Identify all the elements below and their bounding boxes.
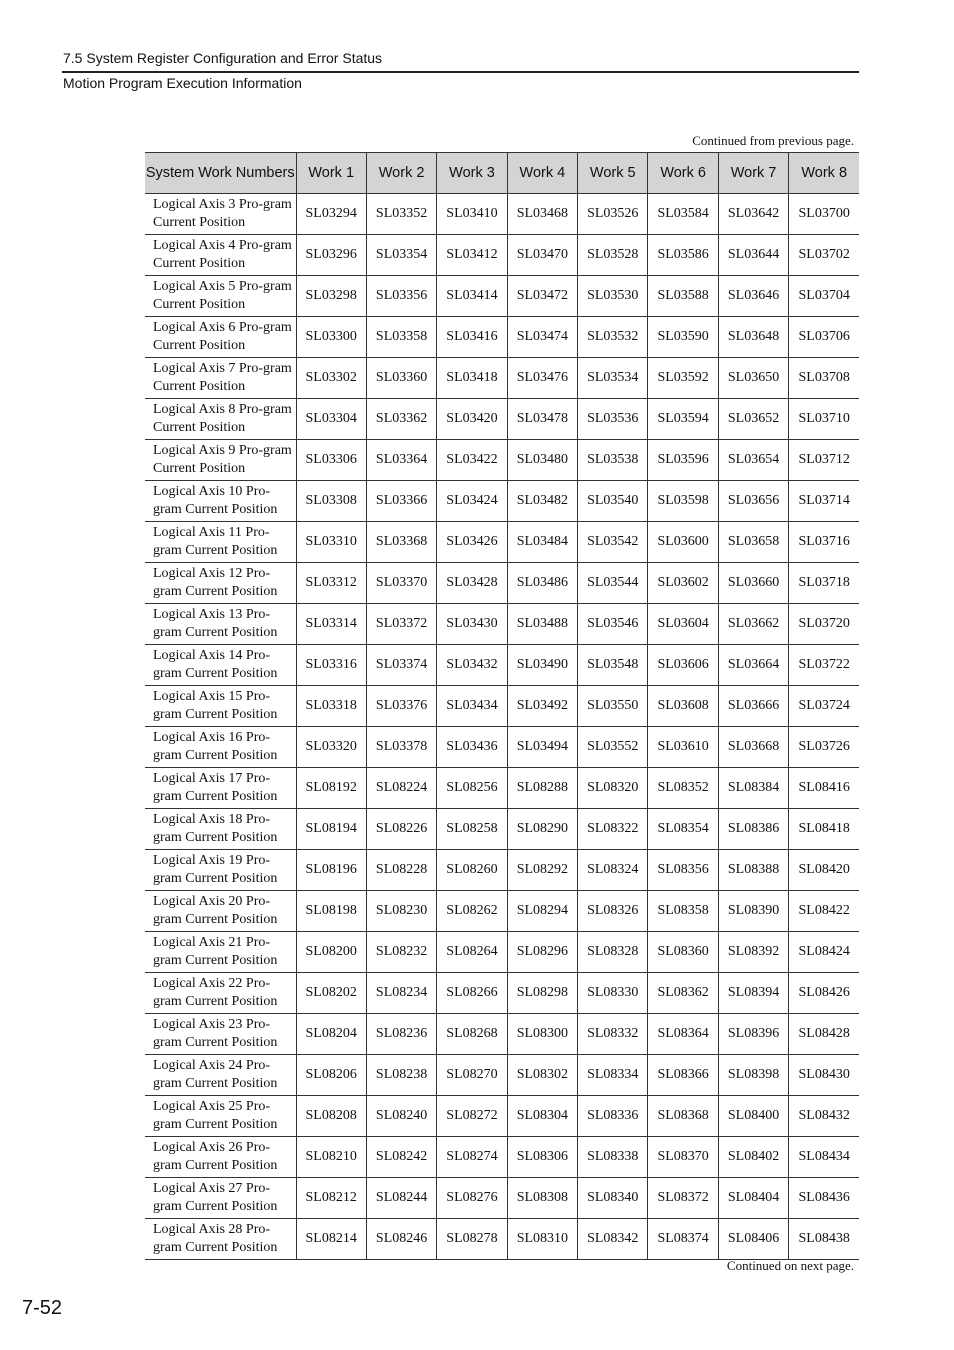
register-cell: SL08214 [296, 1219, 366, 1260]
register-cell: SL03708 [789, 358, 859, 399]
register-cell: SL03370 [366, 563, 436, 604]
register-cell: SL03412 [437, 235, 507, 276]
row-label: Logical Axis 19 Pro-gram Current Position [145, 850, 296, 891]
register-cell: SL03308 [296, 481, 366, 522]
register-cell: SL03360 [366, 358, 436, 399]
register-cell: SL03602 [648, 563, 718, 604]
register-cell: SL08274 [437, 1137, 507, 1178]
register-cell: SL08262 [437, 891, 507, 932]
register-cell: SL03586 [648, 235, 718, 276]
register-cell: SL08396 [718, 1014, 788, 1055]
register-cell: SL03604 [648, 604, 718, 645]
register-cell: SL03296 [296, 235, 366, 276]
table-row [145, 194, 859, 235]
register-cell: SL08402 [718, 1137, 788, 1178]
register-cell: SL03478 [507, 399, 577, 440]
register-cell: SL08246 [366, 1219, 436, 1260]
register-cell: SL08236 [366, 1014, 436, 1055]
register-cell: SL08268 [437, 1014, 507, 1055]
register-cell: SL03606 [648, 645, 718, 686]
register-cell: SL03480 [507, 440, 577, 481]
register-cell: SL08278 [437, 1219, 507, 1260]
register-cell: SL08240 [366, 1096, 436, 1137]
row-label: Logical Axis 20 Pro-gram Current Position [145, 891, 296, 932]
register-cell: SL08352 [648, 768, 718, 809]
register-cell: SL03298 [296, 276, 366, 317]
table-row [145, 1014, 859, 1055]
register-cell: SL03706 [789, 317, 859, 358]
register-cell: SL03598 [648, 481, 718, 522]
register-cell: SL08370 [648, 1137, 718, 1178]
row-label: Logical Axis 24 Pro-gram Current Position [145, 1055, 296, 1096]
table-row [145, 235, 859, 276]
register-cell: SL08296 [507, 932, 577, 973]
register-cell: SL08210 [296, 1137, 366, 1178]
register-cell: SL08322 [578, 809, 648, 850]
register-cell: SL03718 [789, 563, 859, 604]
register-cell: SL03660 [718, 563, 788, 604]
register-cell: SL03550 [578, 686, 648, 727]
register-cell: SL08438 [789, 1219, 859, 1260]
register-cell: SL03668 [718, 727, 788, 768]
register-cell: SL03486 [507, 563, 577, 604]
row-label: Logical Axis 16 Pro-gram Current Position [145, 727, 296, 768]
register-cell: SL03312 [296, 563, 366, 604]
row-label: Logical Axis 18 Pro-gram Current Position [145, 809, 296, 850]
table-header-row [145, 153, 859, 194]
register-cell: SL03422 [437, 440, 507, 481]
register-cell: SL03650 [718, 358, 788, 399]
register-cell: SL03662 [718, 604, 788, 645]
register-cell: SL08208 [296, 1096, 366, 1137]
table-row [145, 850, 859, 891]
register-cell: SL08326 [578, 891, 648, 932]
register-cell: SL03420 [437, 399, 507, 440]
register-cell: SL03546 [578, 604, 648, 645]
register-cell: SL08306 [507, 1137, 577, 1178]
register-cell: SL03644 [718, 235, 788, 276]
register-cell: SL08310 [507, 1219, 577, 1260]
register-cell: SL03534 [578, 358, 648, 399]
register-cell: SL08202 [296, 973, 366, 1014]
register-cell: SL08320 [578, 768, 648, 809]
register-cell: SL03720 [789, 604, 859, 645]
register-cell: SL08364 [648, 1014, 718, 1055]
register-cell: SL03542 [578, 522, 648, 563]
register-cell: SL08360 [648, 932, 718, 973]
register-cell: SL08334 [578, 1055, 648, 1096]
register-cell: SL08258 [437, 809, 507, 850]
row-label: Logical Axis 28 Pro-gram Current Position [145, 1219, 296, 1260]
register-cell: SL03304 [296, 399, 366, 440]
continued-next-note: Continued on next page. [726, 1258, 854, 1273]
row-label: Logical Axis 8 Pro-gram Current Position [145, 399, 296, 440]
table-row [145, 1178, 859, 1219]
table-body [145, 194, 859, 1260]
register-cell: SL03306 [296, 440, 366, 481]
register-cell: SL08390 [718, 891, 788, 932]
table-row [145, 276, 859, 317]
register-cell: SL03726 [789, 727, 859, 768]
register-cell: SL03588 [648, 276, 718, 317]
register-cell: SL08392 [718, 932, 788, 973]
register-cell: SL08404 [718, 1178, 788, 1219]
row-label: Logical Axis 17 Pro-gram Current Position [145, 768, 296, 809]
register-cell: SL08264 [437, 932, 507, 973]
register-cell: SL03378 [366, 727, 436, 768]
register-cell: SL03596 [648, 440, 718, 481]
register-cell: SL08324 [578, 850, 648, 891]
register-cell: SL08424 [789, 932, 859, 973]
register-cell: SL03552 [578, 727, 648, 768]
table-row [145, 768, 859, 809]
register-cell: SL08384 [718, 768, 788, 809]
register-cell: SL08244 [366, 1178, 436, 1219]
register-cell: SL03426 [437, 522, 507, 563]
continued-from-note: Continued from previous page. [692, 133, 854, 148]
register-cell: SL03472 [507, 276, 577, 317]
register-cell: SL08366 [648, 1055, 718, 1096]
register-cell: SL08336 [578, 1096, 648, 1137]
register-cell: SL03436 [437, 727, 507, 768]
register-cell: SL08418 [789, 809, 859, 850]
register-cell: SL03544 [578, 563, 648, 604]
register-cell: SL08386 [718, 809, 788, 850]
register-cell: SL08388 [718, 850, 788, 891]
table-row [145, 1219, 859, 1260]
register-cell: SL03594 [648, 399, 718, 440]
register-cell: SL03484 [507, 522, 577, 563]
register-cell: SL08430 [789, 1055, 859, 1096]
row-label: Logical Axis 26 Pro-gram Current Position [145, 1137, 296, 1178]
row-label: Logical Axis 15 Pro-gram Current Position [145, 686, 296, 727]
row-label: Logical Axis 21 Pro-gram Current Position [145, 932, 296, 973]
table-row [145, 1055, 859, 1096]
table-row [145, 358, 859, 399]
table-row [145, 440, 859, 481]
register-cell: SL03482 [507, 481, 577, 522]
register-cell: SL08260 [437, 850, 507, 891]
table-row [145, 399, 859, 440]
table-row [145, 891, 859, 932]
register-cell: SL03310 [296, 522, 366, 563]
register-cell: SL03320 [296, 727, 366, 768]
register-cell: SL03724 [789, 686, 859, 727]
register-cell: SL03352 [366, 194, 436, 235]
register-cell: SL03528 [578, 235, 648, 276]
register-cell: SL08416 [789, 768, 859, 809]
register-cell: SL08358 [648, 891, 718, 932]
register-cell: SL03722 [789, 645, 859, 686]
register-cell: SL03372 [366, 604, 436, 645]
column-header-work-2: Work 2 [366, 153, 436, 194]
register-cell: SL03700 [789, 194, 859, 235]
register-cell: SL08374 [648, 1219, 718, 1260]
register-cell: SL03314 [296, 604, 366, 645]
register-cell: SL03492 [507, 686, 577, 727]
register-cell: SL08432 [789, 1096, 859, 1137]
table-row [145, 563, 859, 604]
register-cell: SL08368 [648, 1096, 718, 1137]
register-cell: SL03432 [437, 645, 507, 686]
column-header-system-work-numbers: System Work Numbers [145, 153, 296, 194]
register-cell: SL08198 [296, 891, 366, 932]
register-cell: SL08400 [718, 1096, 788, 1137]
register-cell: SL03666 [718, 686, 788, 727]
table-row [145, 932, 859, 973]
table-row [145, 645, 859, 686]
register-cell: SL08372 [648, 1178, 718, 1219]
register-cell: SL08232 [366, 932, 436, 973]
register-cell: SL08354 [648, 809, 718, 850]
register-cell: SL08420 [789, 850, 859, 891]
register-cell: SL03488 [507, 604, 577, 645]
register-cell: SL03716 [789, 522, 859, 563]
register-cell: SL08298 [507, 973, 577, 1014]
register-cell: SL08294 [507, 891, 577, 932]
table-row [145, 809, 859, 850]
register-cell: SL08196 [296, 850, 366, 891]
register-cell: SL03648 [718, 317, 788, 358]
register-cell: SL03658 [718, 522, 788, 563]
register-cell: SL03364 [366, 440, 436, 481]
register-cell: SL03416 [437, 317, 507, 358]
register-cell: SL03376 [366, 686, 436, 727]
register-cell: SL08288 [507, 768, 577, 809]
row-label: Logical Axis 12 Pro-gram Current Position [145, 563, 296, 604]
register-cell: SL03656 [718, 481, 788, 522]
register-cell: SL08394 [718, 973, 788, 1014]
register-cell: SL03294 [296, 194, 366, 235]
register-cell: SL03300 [296, 317, 366, 358]
register-cell: SL03540 [578, 481, 648, 522]
register-cell: SL03532 [578, 317, 648, 358]
register-cell: SL03712 [789, 440, 859, 481]
register-cell: SL03418 [437, 358, 507, 399]
register-cell: SL03548 [578, 645, 648, 686]
table-row [145, 1137, 859, 1178]
row-label: Logical Axis 7 Pro-gram Current Position [145, 358, 296, 399]
register-table [145, 152, 859, 1260]
register-cell: SL03704 [789, 276, 859, 317]
column-header-work-6: Work 6 [648, 153, 718, 194]
table-row [145, 604, 859, 645]
register-cell: SL08200 [296, 932, 366, 973]
register-cell: SL03538 [578, 440, 648, 481]
row-label: Logical Axis 22 Pro-gram Current Position [145, 973, 296, 1014]
register-cell: SL08194 [296, 809, 366, 850]
register-cell: SL03424 [437, 481, 507, 522]
table-row [145, 1096, 859, 1137]
register-cell: SL08434 [789, 1137, 859, 1178]
register-cell: SL03584 [648, 194, 718, 235]
row-label: Logical Axis 11 Pro-gram Current Position [145, 522, 296, 563]
register-cell: SL03374 [366, 645, 436, 686]
register-cell: SL03430 [437, 604, 507, 645]
register-cell: SL08226 [366, 809, 436, 850]
page-number: 7-52 [22, 1297, 63, 1319]
register-cell: SL03428 [437, 563, 507, 604]
table-row [145, 317, 859, 358]
header-rule [62, 71, 859, 73]
register-cell: SL03410 [437, 194, 507, 235]
register-cell: SL08204 [296, 1014, 366, 1055]
row-label: Logical Axis 23 Pro-gram Current Position [145, 1014, 296, 1055]
register-cell: SL03536 [578, 399, 648, 440]
register-cell: SL08192 [296, 768, 366, 809]
register-cell: SL03302 [296, 358, 366, 399]
table-row [145, 522, 859, 563]
register-cell: SL08332 [578, 1014, 648, 1055]
register-cell: SL03526 [578, 194, 648, 235]
register-cell: SL03316 [296, 645, 366, 686]
register-cell: SL08436 [789, 1178, 859, 1219]
register-cell: SL03702 [789, 235, 859, 276]
register-cell: SL03530 [578, 276, 648, 317]
register-cell: SL03590 [648, 317, 718, 358]
register-cell: SL08362 [648, 973, 718, 1014]
register-cell: SL08428 [789, 1014, 859, 1055]
register-cell: SL08398 [718, 1055, 788, 1096]
register-cell: SL03490 [507, 645, 577, 686]
register-cell: SL08242 [366, 1137, 436, 1178]
register-cell: SL08230 [366, 891, 436, 932]
row-label: Logical Axis 10 Pro-gram Current Position [145, 481, 296, 522]
register-cell: SL08308 [507, 1178, 577, 1219]
column-header-work-4: Work 4 [507, 153, 577, 194]
register-cell: SL03414 [437, 276, 507, 317]
register-cell: SL03592 [648, 358, 718, 399]
table-row [145, 686, 859, 727]
register-cell: SL03608 [648, 686, 718, 727]
register-cell: SL03356 [366, 276, 436, 317]
register-cell: SL03468 [507, 194, 577, 235]
register-cell: SL08356 [648, 850, 718, 891]
register-cell: SL08228 [366, 850, 436, 891]
register-cell: SL03664 [718, 645, 788, 686]
register-cell: SL08338 [578, 1137, 648, 1178]
section-heading: 7.5 System Register Configuration and Error Status [63, 50, 383, 66]
register-cell: SL03600 [648, 522, 718, 563]
register-cell: SL03610 [648, 727, 718, 768]
register-cell: SL03434 [437, 686, 507, 727]
table-row [145, 973, 859, 1014]
register-cell: SL08328 [578, 932, 648, 973]
register-cell: SL08238 [366, 1055, 436, 1096]
register-cell: SL03362 [366, 399, 436, 440]
column-header-work-8: Work 8 [789, 153, 859, 194]
register-cell: SL03710 [789, 399, 859, 440]
register-cell: SL03714 [789, 481, 859, 522]
register-cell: SL08224 [366, 768, 436, 809]
register-cell: SL08304 [507, 1096, 577, 1137]
register-cell: SL08292 [507, 850, 577, 891]
register-cell: SL08266 [437, 973, 507, 1014]
register-cell: SL08426 [789, 973, 859, 1014]
register-cell: SL08276 [437, 1178, 507, 1219]
register-cell: SL03476 [507, 358, 577, 399]
row-label: Logical Axis 25 Pro-gram Current Position [145, 1096, 296, 1137]
row-label: Logical Axis 9 Pro-gram Current Position [145, 440, 296, 481]
register-cell: SL08330 [578, 973, 648, 1014]
row-label: Logical Axis 5 Pro-gram Current Position [145, 276, 296, 317]
register-cell: SL03646 [718, 276, 788, 317]
register-cell: SL08342 [578, 1219, 648, 1260]
register-cell: SL03366 [366, 481, 436, 522]
register-cell: SL08234 [366, 973, 436, 1014]
register-cell: SL08340 [578, 1178, 648, 1219]
register-cell: SL03474 [507, 317, 577, 358]
register-cell: SL08272 [437, 1096, 507, 1137]
row-label: Logical Axis 6 Pro-gram Current Position [145, 317, 296, 358]
row-label: Logical Axis 14 Pro-gram Current Position [145, 645, 296, 686]
column-header-work-5: Work 5 [578, 153, 648, 194]
register-cell: SL03642 [718, 194, 788, 235]
register-cell: SL08290 [507, 809, 577, 850]
register-cell: SL08206 [296, 1055, 366, 1096]
register-cell: SL08212 [296, 1178, 366, 1219]
row-label: Logical Axis 27 Pro-gram Current Position [145, 1178, 296, 1219]
row-label: Logical Axis 4 Pro-gram Current Position [145, 235, 296, 276]
row-label: Logical Axis 3 Pro-gram Current Position [145, 194, 296, 235]
register-cell: SL08302 [507, 1055, 577, 1096]
register-cell: SL03354 [366, 235, 436, 276]
table-row [145, 481, 859, 522]
register-cell: SL03470 [507, 235, 577, 276]
register-cell: SL08406 [718, 1219, 788, 1260]
register-cell: SL08422 [789, 891, 859, 932]
register-cell: SL03652 [718, 399, 788, 440]
register-cell: SL08256 [437, 768, 507, 809]
column-header-work-1: Work 1 [296, 153, 366, 194]
register-cell: SL08300 [507, 1014, 577, 1055]
register-cell: SL03654 [718, 440, 788, 481]
register-cell: SL03368 [366, 522, 436, 563]
register-cell: SL08270 [437, 1055, 507, 1096]
table-row [145, 727, 859, 768]
register-cell: SL03358 [366, 317, 436, 358]
column-header-work-3: Work 3 [437, 153, 507, 194]
register-cell: SL03318 [296, 686, 366, 727]
column-header-work-7: Work 7 [718, 153, 788, 194]
subsection-heading: Motion Program Execution Information [63, 75, 302, 91]
register-cell: SL03494 [507, 727, 577, 768]
row-label: Logical Axis 13 Pro-gram Current Position [145, 604, 296, 645]
